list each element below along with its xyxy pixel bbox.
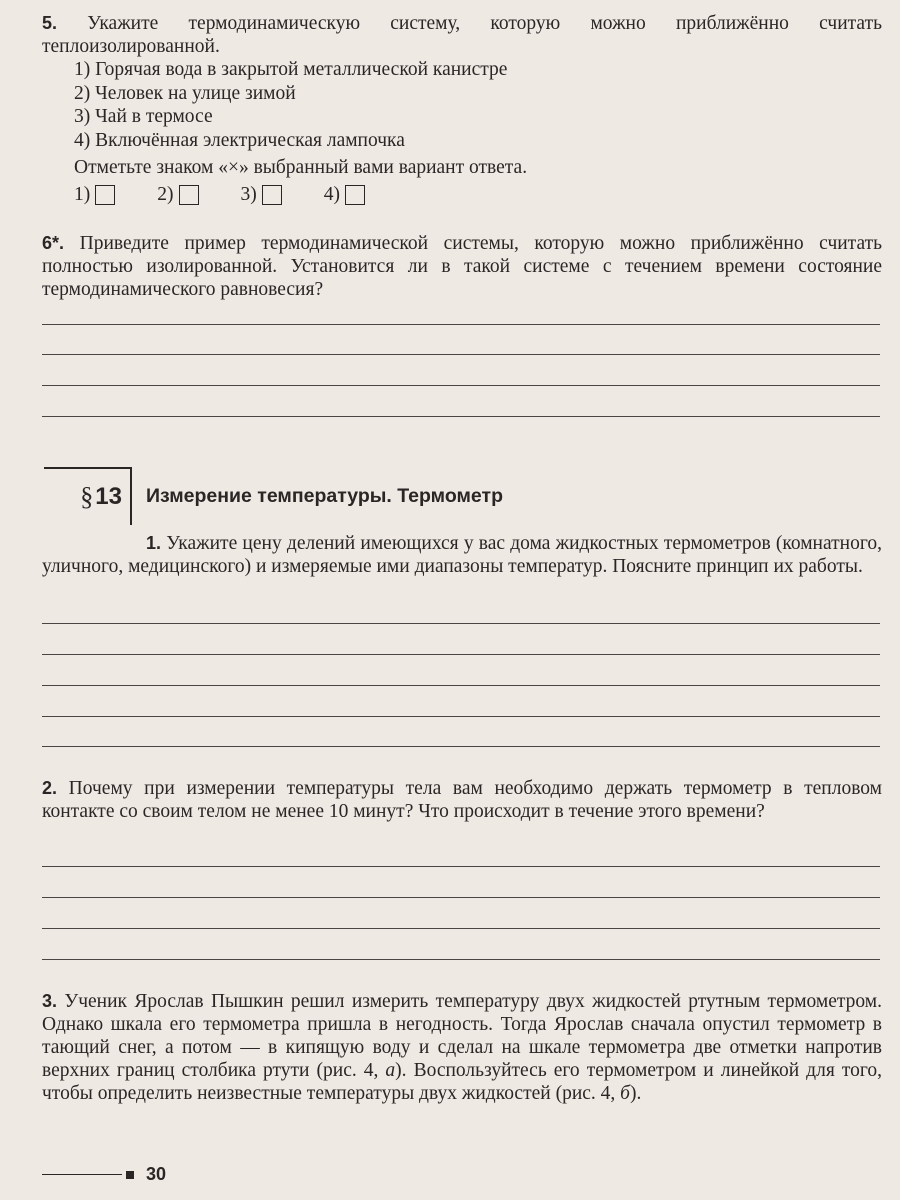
answer-line[interactable] (42, 324, 880, 325)
option-3: 3) Чай в термосе (74, 106, 213, 127)
answer-line[interactable] (42, 416, 880, 417)
figure-ref-b: б (620, 1083, 630, 1104)
answer-line[interactable] (42, 654, 880, 655)
section-title: Измерение температуры. Термометр (146, 484, 503, 507)
answer-4-checkbox[interactable] (345, 185, 365, 205)
s13-question-2 (42, 777, 882, 823)
section-mark (44, 467, 132, 525)
s13-question-1 (42, 532, 882, 578)
question-5-number: 5. (42, 13, 58, 33)
answer-line[interactable] (42, 866, 880, 867)
question-5 (42, 12, 882, 58)
answer-instruction: Отметьте знаком «×» выбранный вами вариант ответа. (74, 157, 528, 178)
answer-3[interactable] (241, 184, 282, 206)
page-number: 30 (146, 1164, 167, 1184)
s13-question-1-number: 1. (146, 533, 162, 553)
option-1: 1) Горячая вода в закрытой металлической канистре (74, 59, 508, 80)
answer-4[interactable] (324, 184, 365, 206)
s13-question-1-text: Укажите цену делений имеющихся у вас дома жидкостных термометров (комнатного, уличного, медицинского) и измеряемые ими диапазоны температур. Поясните принцип их работы. (42, 533, 882, 577)
answer-3-label: 3) (240, 184, 257, 205)
figure-ref-a: а (385, 1060, 396, 1081)
answer-2-checkbox[interactable] (179, 185, 199, 205)
question-6 (42, 232, 882, 301)
answer-2-label: 2) (157, 184, 174, 205)
s13-question-2-text: Почему при измерении температуры тела вам необходимо держать термометр в тепловом контакте со своим телом не менее 10 минут? Что происходит в течение этого времени? (42, 778, 882, 822)
answer-line[interactable] (42, 897, 880, 898)
answer-line[interactable] (42, 928, 880, 929)
answer-line[interactable] (42, 385, 880, 386)
section-header (44, 466, 503, 526)
answer-1-checkbox[interactable] (95, 185, 115, 205)
answer-1-label: 1) (74, 184, 91, 205)
answer-boxes (74, 184, 407, 206)
s13-question-3-number: 3. (42, 991, 58, 1011)
answer-line[interactable] (42, 623, 880, 624)
answer-line[interactable] (42, 354, 880, 355)
answer-4-label: 4) (323, 184, 340, 205)
page-footer (42, 1164, 166, 1185)
answer-3-checkbox[interactable] (262, 185, 282, 205)
footer-rule (42, 1174, 122, 1175)
s13-question-2-number: 2. (42, 778, 58, 798)
option-2: 2) Человек на улице зимой (74, 82, 296, 104)
question-6-text: Приведите пример термодинамической системы, которую можно приближённо считать полностью изолированной. Установится ли в такой системе с течением времени состояние термодинамического равновесия? (42, 233, 883, 300)
s13-question-3 (42, 990, 882, 1105)
question-6-number: 6*. (42, 233, 65, 253)
answer-line[interactable] (42, 959, 880, 960)
s13-question-3-text-end: ). (629, 1083, 642, 1104)
section-sign: § (80, 482, 94, 511)
s13-question-3-text-b: ). Воспользуйтесь его термометром и линейкой для того, чтобы определить неизвестные температуры двух жидкостей (рис. 4, (42, 1060, 882, 1104)
answer-1[interactable] (74, 184, 115, 206)
answer-line[interactable] (42, 685, 880, 686)
footer-square-icon (126, 1171, 134, 1179)
s13-question-3-text-a: Ученик Ярослав Пышкин решил измерить температуру двух жидкостей ртутным термометром. Однако шкала его термометра пришла в негодность. Тогда Ярослав сначала опустил термометр в тающий снег, а потом — в кипящую воду и сделал на шкале термометра две отметки напротив верхних границ столбика ртути (рис. 4, (42, 991, 883, 1081)
question-5-options (74, 58, 507, 152)
option-4: 4) Включённая электрическая лампочка (74, 129, 405, 151)
section-number: 13 (95, 483, 122, 510)
answer-line[interactable] (42, 716, 880, 717)
answer-line[interactable] (42, 746, 880, 747)
question-5-text: Укажите термодинамическую систему, которую можно приближённо считать теплоизолированной. (42, 13, 883, 57)
answer-2[interactable] (157, 184, 198, 206)
